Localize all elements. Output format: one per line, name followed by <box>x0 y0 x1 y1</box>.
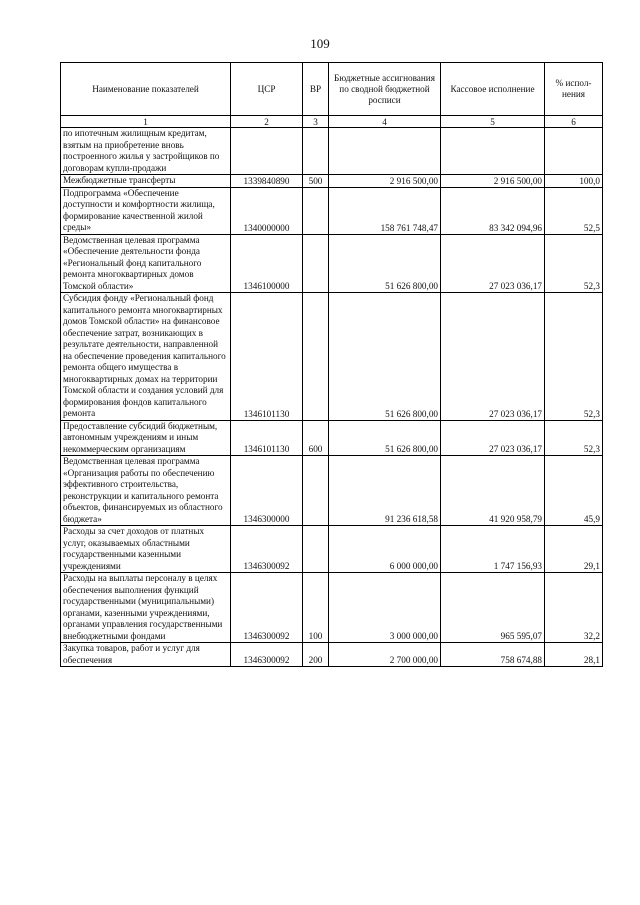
row-name: Ведомственная целевая программа «Обеспечение деятельности фонда «Региональный фонд капитального ремонта многоквартирных домов Томской области» <box>61 234 231 293</box>
row-percent: 100,0 <box>545 175 603 188</box>
budget-execution-table <box>60 62 603 667</box>
row-budget: 91 236 618,58 <box>329 456 441 526</box>
row-csr: 1346300092 <box>231 643 303 667</box>
page-number: 109 <box>310 36 330 51</box>
table-row <box>61 456 603 526</box>
row-vr <box>303 234 329 293</box>
table-row <box>61 187 603 234</box>
column-number: 2 <box>231 116 303 128</box>
column-number: 5 <box>441 116 545 128</box>
table-row <box>61 293 603 421</box>
column-number: 1 <box>61 116 231 128</box>
row-vr <box>303 456 329 526</box>
row-name: Расходы на выплаты персоналу в целях обеспечения выполнения функций государственными (муниципальными) органами, казенными учреждениями, органами управления государственными внебюджетными фондами <box>61 573 231 643</box>
row-csr: 1346300092 <box>231 573 303 643</box>
row-percent: 29,1 <box>545 526 603 573</box>
table-row <box>61 573 603 643</box>
row-budget: 158 761 748,47 <box>329 187 441 234</box>
row-budget: 6 000 000,00 <box>329 526 441 573</box>
row-budget: 51 626 800,00 <box>329 420 441 456</box>
row-cash: 41 920 958,79 <box>441 456 545 526</box>
row-csr: 1346100000 <box>231 234 303 293</box>
row-vr: 500 <box>303 175 329 188</box>
row-csr: 1339840890 <box>231 175 303 188</box>
row-vr <box>303 187 329 234</box>
row-percent: 52,3 <box>545 420 603 456</box>
row-percent: 45,9 <box>545 456 603 526</box>
row-vr: 600 <box>303 420 329 456</box>
row-vr: 200 <box>303 643 329 667</box>
column-number-row <box>61 116 603 128</box>
table-row <box>61 526 603 573</box>
row-percent: 52,3 <box>545 293 603 421</box>
table-row <box>61 643 603 667</box>
table-row <box>61 175 603 188</box>
row-name: Ведомственная целевая программа «Организация работы по обеспечению эффективного строительства, реконструкции и капитального ремонта объектов, финансируемых из областного бюджета» <box>61 456 231 526</box>
row-csr: 1346101130 <box>231 420 303 456</box>
table-row <box>61 234 603 293</box>
row-budget: 3 000 000,00 <box>329 573 441 643</box>
column-number: 6 <box>545 116 603 128</box>
row-percent <box>545 128 603 175</box>
row-percent: 28,1 <box>545 643 603 667</box>
row-cash: 27 023 036,17 <box>441 420 545 456</box>
header-row <box>61 63 603 116</box>
header-csr: ЦСР <box>231 63 303 116</box>
row-csr <box>231 128 303 175</box>
row-cash: 83 342 094,96 <box>441 187 545 234</box>
row-cash <box>441 128 545 175</box>
row-name: Подпрограмма «Обеспечение доступности и комфортности жилища, формирование качественной жилой среды» <box>61 187 231 234</box>
row-budget: 2 916 500,00 <box>329 175 441 188</box>
row-budget: 2 700 000,00 <box>329 643 441 667</box>
column-number: 4 <box>329 116 441 128</box>
row-csr: 1346300000 <box>231 456 303 526</box>
header-execution-percent: % испол-нения <box>545 63 603 116</box>
row-cash: 1 747 156,93 <box>441 526 545 573</box>
row-csr: 1340000000 <box>231 187 303 234</box>
row-budget: 51 626 800,00 <box>329 293 441 421</box>
row-cash: 965 595,07 <box>441 573 545 643</box>
column-number: 3 <box>303 116 329 128</box>
header-budget-allocations: Бюджетные ассигнования по сводной бюджетной росписи <box>329 63 441 116</box>
row-percent: 52,5 <box>545 187 603 234</box>
row-name: Субсидия фонду «Региональный фонд капитального ремонта многоквартирных домов Томской области» на финансовое обеспечение затрат, возникающих в результате деятельности, направленной на обеспечение проведения капитального ремонта общего имущества в многоквартирных домах на территории Томской области и создания условий для формирования фондов капитального ремонта <box>61 293 231 421</box>
row-vr <box>303 293 329 421</box>
row-name: Закупка товаров, работ и услуг для обеспечения <box>61 643 231 667</box>
table-row <box>61 128 603 175</box>
row-vr <box>303 526 329 573</box>
row-name: Межбюджетные трансферты <box>61 175 231 188</box>
header-cash-execution: Кассовое исполнение <box>441 63 545 116</box>
row-percent: 52,3 <box>545 234 603 293</box>
row-csr: 1346300092 <box>231 526 303 573</box>
row-budget: 51 626 800,00 <box>329 234 441 293</box>
row-name: Расходы за счет доходов от платных услуг, оказываемых областными государственными казенными учреждениями <box>61 526 231 573</box>
row-cash: 27 023 036,17 <box>441 293 545 421</box>
row-percent: 32,2 <box>545 573 603 643</box>
row-vr: 100 <box>303 573 329 643</box>
table-row <box>61 420 603 456</box>
row-cash: 758 674,88 <box>441 643 545 667</box>
header-vr: ВР <box>303 63 329 116</box>
row-cash: 2 916 500,00 <box>441 175 545 188</box>
row-csr: 1346101130 <box>231 293 303 421</box>
row-budget <box>329 128 441 175</box>
header-indicator-name: Наименование показателей <box>61 63 231 116</box>
row-cash: 27 023 036,17 <box>441 234 545 293</box>
row-name: по ипотечным жилищным кредитам, взятым на приобретение вновь построенного жилья у застройщиков по договорам купли-продажи <box>61 128 231 175</box>
row-name: Предоставление субсидий бюджетным, автономным учреждениям и иным некоммерческим организациям <box>61 420 231 456</box>
row-vr <box>303 128 329 175</box>
